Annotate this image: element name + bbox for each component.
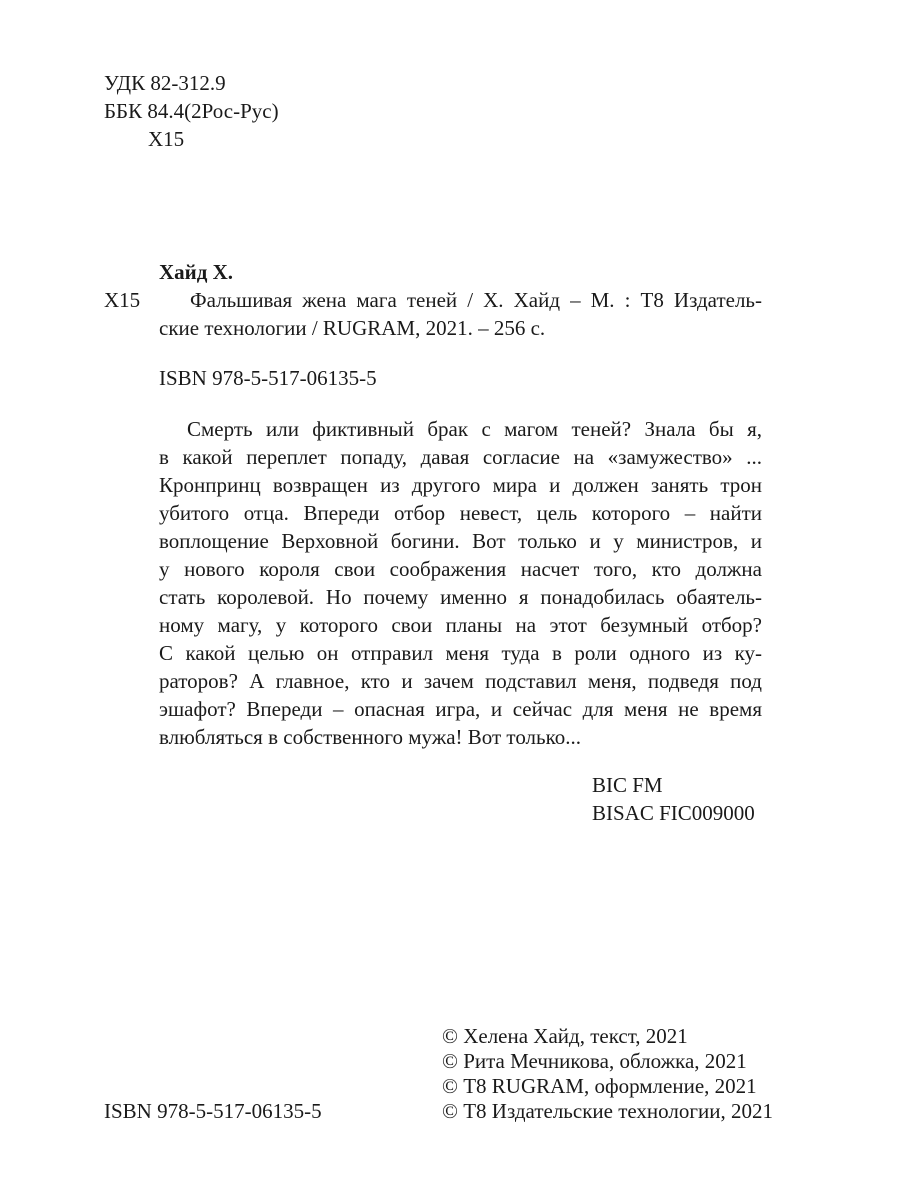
copyright-line: © Т8 Издательские технологии, 2021	[442, 1099, 773, 1123]
bbk-code: ББК 84.4(2Рос-Рус)	[104, 99, 279, 123]
copyright-line: © Рита Мечникова, обложка, 2021	[442, 1049, 747, 1073]
annotation-line: Смерть или фиктивный брак с магом теней? Знала бы я,	[187, 417, 762, 441]
annotation-line: эшафот? Впереди – опасная игра, и сейчас для меня не время	[159, 697, 762, 721]
author-heading: Хайд Х.	[159, 260, 234, 284]
isbn-entry: ISBN 978-5-517-06135-5	[159, 366, 377, 390]
annotation-line: раторов? А главное, кто и зачем подставил меня, подведя под	[159, 669, 762, 693]
annotation-line: у нового короля свои соображения насчет того, кто должна	[159, 557, 762, 581]
isbn-footer: ISBN 978-5-517-06135-5	[104, 1099, 322, 1123]
udk-code: УДК 82-312.9	[104, 71, 226, 95]
description-line-2: ские технологии / RUGRAM, 2021. – 256 с.	[159, 316, 546, 340]
annotation-line: С какой целью он отправил меня туда в роли одного из ку-	[159, 641, 762, 665]
annotation-line: ному магу, у которого свои планы на этот безумный отбор?	[159, 613, 762, 637]
bic-code: BIC FM	[592, 773, 663, 797]
annotation-line: воплощение Верховной богини. Вот только и у министров, и	[159, 529, 762, 553]
copyright-line: © Т8 RUGRAM, оформление, 2021	[442, 1074, 757, 1098]
annotation-line: убитого отца. Впереди отбор невест, цель которого – найти	[159, 501, 762, 525]
annotation-line: Кронпринц возвращен из другого мира и должен занять трон	[159, 473, 762, 497]
annotation-line: влюбляться в собственного мужа! Вот только...	[159, 725, 581, 749]
author-mark-top: Х15	[148, 127, 185, 151]
description-line-1: Фальшивая жена мага теней / Х. Хайд – М. : Т8 Издатель-	[190, 288, 762, 312]
copyright-line: © Хелена Хайд, текст, 2021	[442, 1024, 688, 1048]
author-mark-entry: Х15	[104, 288, 141, 312]
annotation-line: в какой переплет попаду, давая согласие на «замужество» ...	[159, 445, 762, 469]
bisac-code: BISAC FIC009000	[592, 801, 755, 825]
annotation-line: стать королевой. Но почему именно я понадобилась обаятель-	[159, 585, 762, 609]
